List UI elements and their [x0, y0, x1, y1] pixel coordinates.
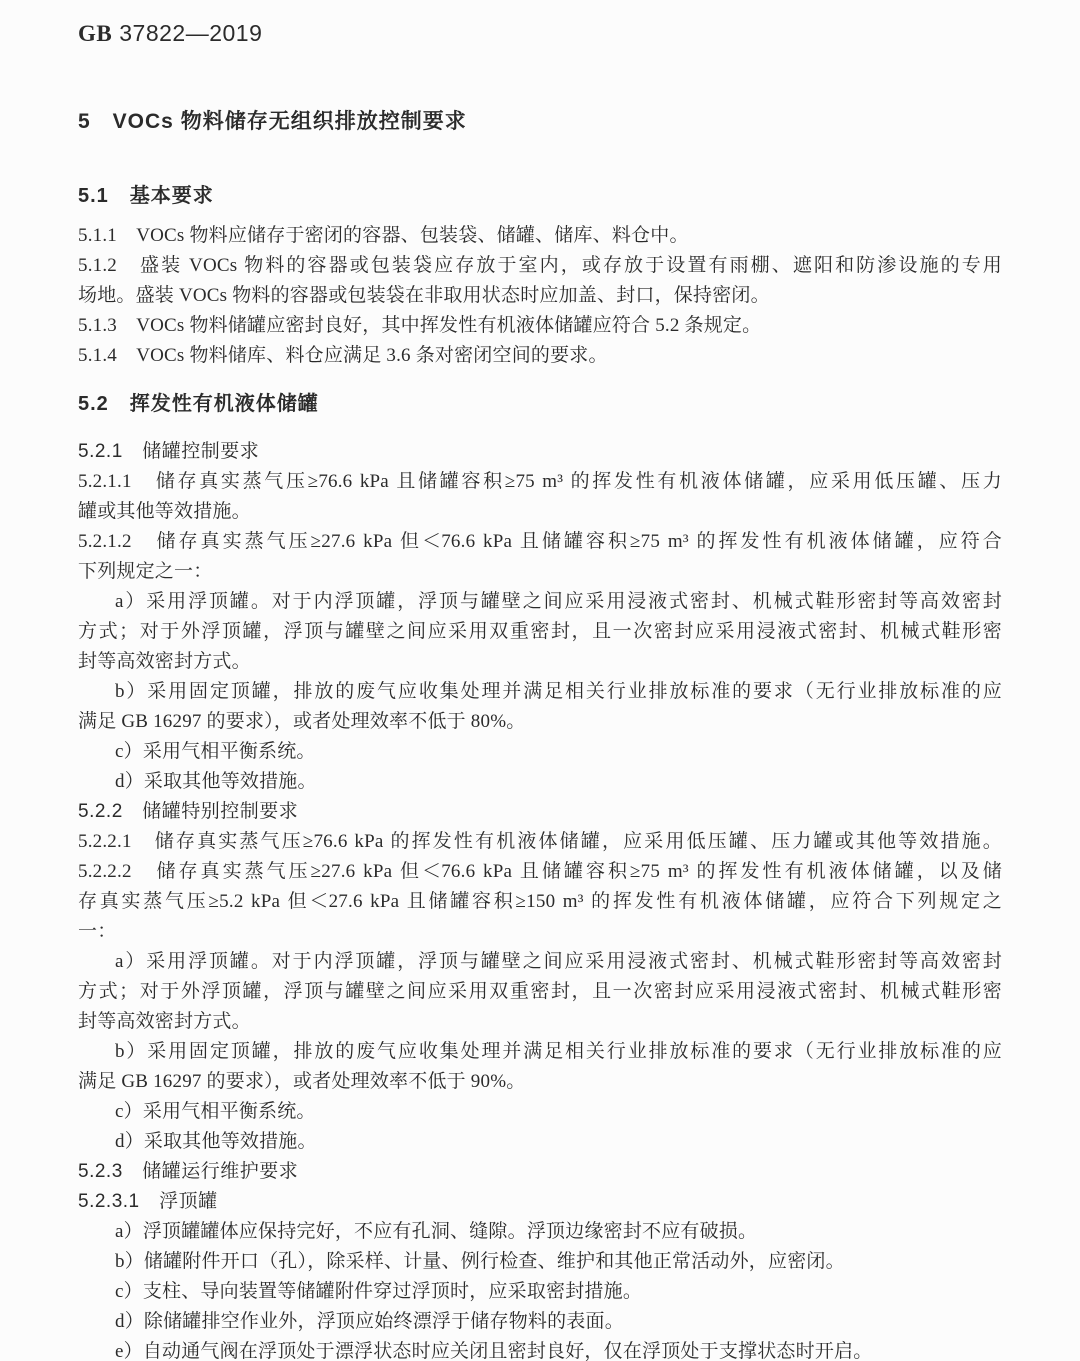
clause-5.2.1.1-line-1: 5.2.1.1 储存真实蒸气压≥76.6 kPa 且储罐容积≥75 m³ 的挥发性有机液体储罐，应采用低压罐、压力 [78, 471, 1002, 492]
clause-5.2.2.2-item-a-line-1: a）采用浮顶罐。对于内浮顶罐，浮顶与罐壁之间应采用浸液式密封、机械式鞋形密封等高效密封 [115, 951, 1002, 972]
clause-5.2.2.2-item-a-line-3: 封等高效密封方式。 [78, 1011, 251, 1032]
clause-5.2.1.2-item-b-line-1: b）采用固定顶罐，排放的废气应收集处理并满足相关行业排放标准的要求（无行业排放标准的应 [115, 681, 1002, 702]
standard-number [78, 18, 1002, 49]
clause-5.2.3.1-item-c: c）支柱、导向装置等储罐附件穿过浮顶时，应采取密封措施。 [115, 1281, 643, 1302]
clause-5.1-heading: 5.1 基本要求 [78, 185, 214, 207]
clause-5.2.1.2-line-2: 下列规定之一： [78, 561, 213, 582]
clause-5.2.3.1-heading: 5.2.3.1 浮顶罐 [78, 1191, 218, 1212]
clause-5.2.2.2-line-1: 5.2.2.2 储存真实蒸气压≥27.6 kPa 但＜76.6 kPa 且储罐容积≥75 m³ 的挥发性有机液体储罐，以及储 [78, 861, 1002, 882]
clause-5.2.3.1-item-d: d）除储罐排空作业外，浮顶应始终漂浮于储存物料的表面。 [115, 1311, 624, 1332]
clause-5.2.2.2-item-c: c）采用气相平衡系统。 [115, 1101, 316, 1122]
clause-5.2.2.1: 5.2.2.1 储存真实蒸气压≥76.6 kPa 的挥发性有机液体储罐，应采用低压罐、压力罐或其他等效措施。 [78, 831, 1002, 852]
standard-prefix: GB [78, 21, 113, 46]
clause-5.2.2-heading: 5.2.2 储罐特别控制要求 [78, 801, 299, 822]
clause-5.2.1.2-item-c: c）采用气相平衡系统。 [115, 741, 316, 762]
clause-5.2.2.2-item-a-line-2: 方式；对于外浮顶罐，浮顶与罐壁之间应采用双重密封，且一次密封应采用浸液式密封、机械式鞋形密 [78, 981, 1002, 1002]
clause-5.2.3.1-item-b: b）储罐附件开口（孔），除采样、计量、例行检查、维护和其他正常活动外，应密闭。 [115, 1251, 845, 1272]
clause-5.1.3: 5.1.3 VOCs 物料储罐应密封良好，其中挥发性有机液体储罐应符合 5.2 条规定。 [78, 315, 762, 336]
clause-5.2.2.2-line-2: 存真实蒸气压≥5.2 kPa 但＜27.6 kPa 且储罐容积≥150 m³ 的挥发性有机液体储罐，应符合下列规定之 [78, 891, 1002, 912]
clause-5.2.2.2-item-b-line-1: b）采用固定顶罐，排放的废气应收集处理并满足相关行业排放标准的要求（无行业排放标准的应 [115, 1041, 1002, 1062]
clause-5.2.3-heading: 5.2.3 储罐运行维护要求 [78, 1161, 299, 1182]
clause-5.1.2-line-1: 5.1.2 盛装 VOCs 物料的容器或包装袋应存放于室内，或存放于设置有雨棚、遮阳和防渗设施的专用 [78, 255, 1002, 276]
clause-5.2.1.2-item-b-line-2: 满足 GB 16297 的要求），或者处理效率不低于 80%。 [78, 711, 526, 732]
clause-5.2.2.2-item-b-line-2: 满足 GB 16297 的要求），或者处理效率不低于 90%。 [78, 1071, 526, 1092]
clause-5.1.4: 5.1.4 VOCs 物料储库、料仓应满足 3.6 条对密闭空间的要求。 [78, 345, 608, 366]
clause-5.2.1-heading: 5.2.1 储罐控制要求 [78, 441, 260, 462]
clause-5.2.3.1-item-e: e）自动通气阀在浮顶处于漂浮状态时应关闭且密封良好，仅在浮顶处于支撑状态时开启。 [115, 1341, 873, 1361]
clause-5.1.1: 5.1.1 VOCs 物料应储存于密闭的容器、包装袋、储罐、储库、料仓中。 [78, 225, 689, 246]
clause-5.2.1.1-line-2: 罐或其他等效措施。 [78, 501, 251, 522]
section-5-heading: 5 VOCs 物料储存无组织排放控制要求 [78, 110, 467, 133]
clause-5.1.2-line-2: 场地。盛装 VOCs 物料的容器或包装袋在非取用状态时应加盖、封口，保持密闭。 [78, 285, 770, 306]
clause-5.2.1.2-line-1: 5.2.1.2 储存真实蒸气压≥27.6 kPa 但＜76.6 kPa 且储罐容积≥75 m³ 的挥发性有机液体储罐，应符合 [78, 531, 1002, 552]
clause-5.2.1.2-item-a-line-2: 方式；对于外浮顶罐，浮顶与罐壁之间应采用双重密封，且一次密封应采用浸液式密封、机械式鞋形密 [78, 621, 1002, 642]
document-body [78, 105, 1002, 1361]
clause-5.2.2.2-line-3: 一： [78, 921, 117, 942]
clause-5.2.1.2-item-a-line-3: 封等高效密封方式。 [78, 651, 251, 672]
standard-digits: 37822—2019 [119, 20, 263, 46]
clause-5.2.1.2-item-d: d）采取其他等效措施。 [115, 771, 317, 792]
clause-5.2.2.2-item-d: d）采取其他等效措施。 [115, 1131, 317, 1152]
clause-5.2.1.2-item-a-line-1: a）采用浮顶罐。对于内浮顶罐，浮顶与罐壁之间应采用浸液式密封、机械式鞋形密封等高效密封 [115, 591, 1002, 612]
clause-5.2-heading: 5.2 挥发性有机液体储罐 [78, 393, 319, 415]
clause-5.2.3.1-item-a: a）浮顶罐罐体应保持完好，不应有孔洞、缝隙。浮顶边缘密封不应有破损。 [115, 1221, 758, 1242]
